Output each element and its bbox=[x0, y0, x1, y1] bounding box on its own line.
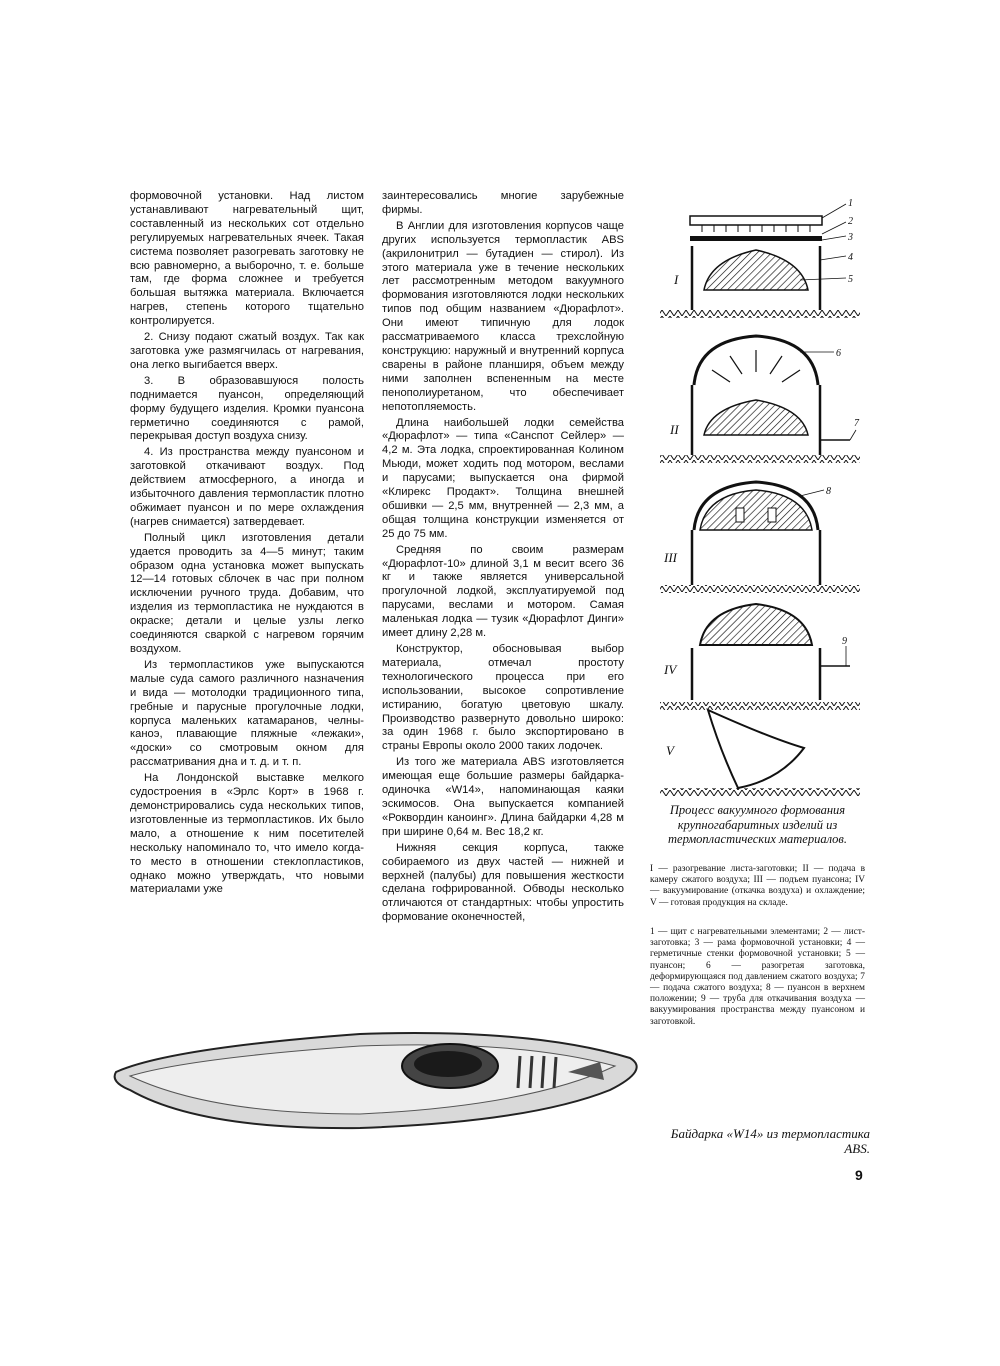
part-number: 6 bbox=[836, 348, 841, 359]
photo-caption: Байдарка «W14» из термопластика ABS. bbox=[670, 1126, 870, 1156]
stage-4-diagram bbox=[660, 604, 860, 710]
paragraph: 3. В образовавшуюся полость поднимается пуансон, определяющий форму будущего изделия. Кромки пуансона герметично соединяются с рамой, перекрывая доступ воздуха снизу. bbox=[130, 374, 364, 443]
figure-caption: Процесс вакуумного формования крупногабаритных изделий из термопластических материалов. bbox=[668, 803, 847, 846]
paragraph: Конструктор, обосновывая выбор материала, отмечал простоту технологического процесса при его использовании, высокое сопротивление истиранию, богатую цветовую шкалу. Производство развернуто довольно широко: за один 1968 г. было экспортировано в страны Европы около 2000 таких лодочек. bbox=[382, 643, 624, 753]
stage-3-diagram bbox=[660, 482, 860, 593]
stage-1-diagram bbox=[660, 216, 860, 318]
part-number: 4 bbox=[848, 252, 853, 263]
text-column-middle bbox=[382, 190, 624, 925]
paragraph: Нижняя секция корпуса, также собираемого из двух частей — нижней и верхней (палубы) для повышения жесткости сделана гофрированной. Обводы несколько отличаются от стандартных: чтобы упростить формование оконечностей, bbox=[382, 841, 624, 924]
paragraph: заинтересовались многие зарубежные фирмы. bbox=[382, 190, 624, 216]
kayak-photo bbox=[110, 1010, 650, 1135]
figure-legend-parts: 1 — щит с нагревательными элементами; 2 — лист-заготовка; 3 — рама формовочной установки; 4 — герметичные стенки формовочной установки; 5 — пуансон; 6 — разогретая заготовка, деформирующаяся под давлением сжатого воздуха; 7 — подача сжатого воздуха; 8 — пуансон в верхнем положении; 9 — труба для откачивания воздуха — вакуумирования пространства между пуансоном и заготовкой. bbox=[650, 927, 865, 1027]
part-number: 3 bbox=[848, 232, 853, 243]
stage-label: IV bbox=[664, 662, 677, 677]
part-number: 9 bbox=[842, 636, 847, 647]
part-number: 5 bbox=[848, 274, 853, 285]
paragraph: Длина наибольшей лодки семейства «Дюрафлот» — типа «Санспот Сейлер» — 4,2 м. Эта лодка, спроектированная Колином Мьюди, может ходить под мотором, веслами и парусами; выпускается она фирмой «Клирекс Продакт». Толщина внешней обшивки — 2,5 мм, внутренней — 2,3 мм, а общая толщина конструкции изменяется от 25 до 75 мм. bbox=[382, 416, 624, 540]
part-number: 2 bbox=[848, 216, 853, 227]
stage-2-diagram bbox=[660, 336, 860, 463]
stage-label: V bbox=[666, 743, 674, 758]
part-number: 7 bbox=[854, 418, 859, 429]
stage-label: I bbox=[674, 272, 679, 287]
part-number: 8 bbox=[826, 486, 831, 497]
paragraph: Полный цикл изготовления детали удается проводить за 4—5 минут; таким образом одна установка может выпускать 12—14 готовых сблочек в час при полном исключении ручного труда. Добавим, что изделия из термопластика не нуждаются в окраске; детали и целые узлы легко соединяются сваркой с нагревом горячим воздухом. bbox=[130, 531, 364, 655]
paragraph: Из термопластиков уже выпускаются малые суда самого различного назначения и вида — мотолодки традиционного типа, гребные и парусные прогулочные лодки, корпуса маленьких катамаранов, челны-каноэ, плавающие пляжные «лежаки», «доски» со смотровым окном для рассматривания дна и т. д. и т. п. bbox=[130, 658, 364, 769]
figure-legend-stages: I — разогревание листа-заготовки; II — подача в камеру сжатого воздуха; III — подъем пуансона; IV — вакуумирование (откачка воздуха) и охлаждение; V — готовая продукция на складе. bbox=[650, 864, 865, 908]
paragraph: 4. Из пространства между пуансоном и заготовкой откачивают воздух. Под действием атмосферного, а иногда и избыточного давления термопластик плотно обжимает пуансон и по мере охлаждения (нагрев снимается) затвердевает. bbox=[130, 446, 364, 528]
text-column-left bbox=[130, 190, 364, 897]
stage-5-diagram bbox=[660, 710, 860, 796]
paragraph: формовочной установки. Над листом устанавливают нагревательный щит, составленный из нескольких сот отдельно регулируемых нагревательных ячеек. Такая система позволяет разогревать заготовку не всю равномерно, а выборочно, т. е. больше там, где форма сложнее и требуется большая вытяжка материала. Включается нагрев, степень которого тщательно контролируется. bbox=[130, 190, 364, 328]
paragraph: На Лондонской выставке мелкого судостроения в «Эрлс Корт» в 1968 г. демонстрировались суда нескольких типов, изготовленные из термопластиков. Их было мало, а отношение к ним посетителей нескольку напоминало то, что имело когда-то место в отношении стеклопластиков, однако можно утверждать, что новыми материалами уже bbox=[130, 772, 364, 896]
paragraph: Из того же материала ABS изготовляется имеющая еще большие размеры байдарка-одиночка «W14», напоминающая каяки эскимосов. Она выпускается компанией «Роквордин каноинг». Длина байдарки 4,28 м при ширине 0,64 м. Вес 18,2 кг. bbox=[382, 756, 624, 838]
paragraph: 2. Снизу подают сжатый воздух. Так как заготовка уже размягчилась от нагревания, она легко выгибается вверх. bbox=[130, 331, 364, 371]
paragraph: Средняя по своим размерам «Дюрафлот-10» длиной 3,1 м весит всего 36 кг и также является универсальной прогулочной лодкой, эксплуатируемой под парусами, веслами и мотором. Самая маленькая лодка — тузик «Дюрафлот Динги» имеет длину 2,28 м. bbox=[382, 543, 624, 640]
part-number: 1 bbox=[848, 198, 853, 209]
paragraph: В Англии для изготовления корпусов чаще других используется термопластик ABS (акрилонитрил — бутадиен — стирол). Из этого материала уже в течение нескольких лет рассмотренным методом вакуумного формования изготовляются лодки нескольких типов под общим названием «Дюрафлот». Они имеют типичную для лодок рассматриваемого класса трехслойную конструкцию: наружный и внутренний корпуса сварены в районе планширя, объем между ними заполнен вспененным на месте пенополиуретаном, что обеспечивает непотопляемость. bbox=[382, 219, 624, 413]
stage-label: II bbox=[670, 422, 679, 437]
page-number: 9 bbox=[855, 1167, 863, 1183]
vacuum-forming-diagram bbox=[650, 190, 865, 830]
stage-label: III bbox=[664, 550, 677, 565]
